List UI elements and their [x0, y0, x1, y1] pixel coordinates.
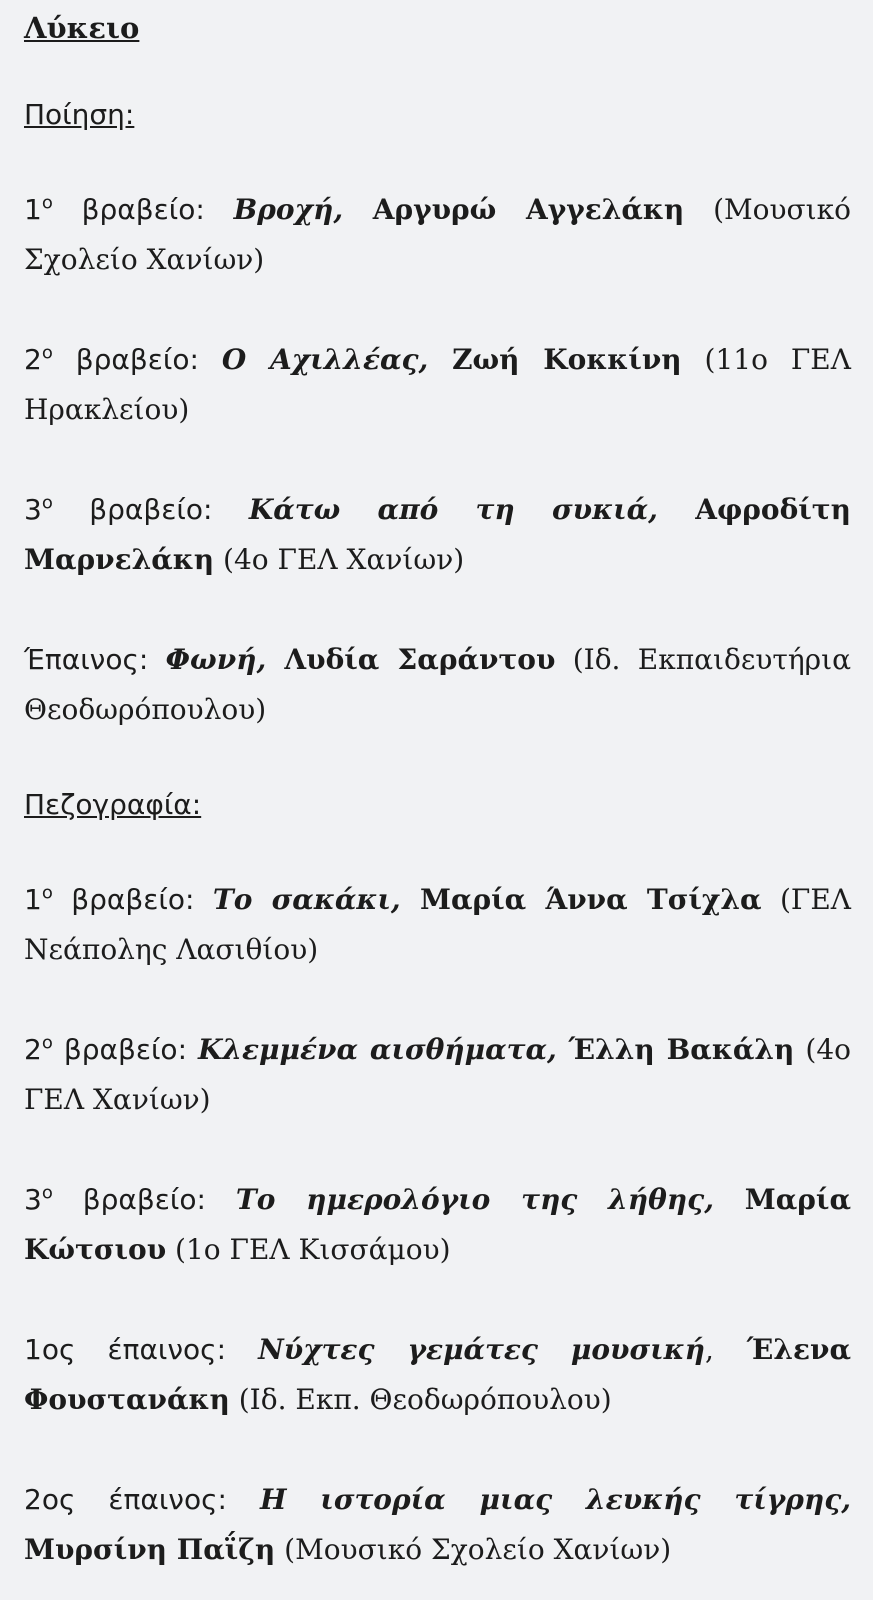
- work-title: Ο Αχιλλέας,: [221, 343, 429, 376]
- section-title-prose: Πεζογραφία:: [24, 788, 202, 821]
- award-entry: [24, 1025, 851, 1125]
- author-name: Μαρία Κώτσιου: [24, 1183, 852, 1266]
- work-title: Βροχή,: [233, 193, 344, 226]
- award-entry: [24, 185, 851, 285]
- award-label: $2^o$ βραβείο:: [24, 1032, 199, 1066]
- school-name: (4ο ΓΕΛ Χανίων): [214, 543, 465, 576]
- work-title: Νύχτες γεμάτες μουσική: [258, 1333, 705, 1366]
- award-label: $1^o$ βραβείο:: [24, 882, 213, 916]
- work-title: Κάτω από τη συκιά,: [248, 493, 658, 526]
- author-name: Αφροδίτη Μαρνελάκη: [24, 493, 851, 576]
- award-label: Έπαινος:: [24, 643, 149, 676]
- work-title: Το ημερολόγιο της λήθης,: [235, 1183, 714, 1216]
- school-name: (ΓΕΛ Νεάπολης Λασιθίου): [24, 883, 851, 966]
- award-label: $3^o$ βραβείο:: [24, 492, 249, 526]
- school-name: (4ο ΓΕΛ Χανίων): [24, 1033, 851, 1116]
- prose-section: [24, 785, 851, 1575]
- award-label: 1ος έπαινος:: [24, 1333, 227, 1366]
- award-label: $2^o$ βραβείο:: [24, 342, 222, 376]
- author-name: Έλλη Βακάλη: [556, 1033, 795, 1066]
- school-name: (Ιδ. Εκπ. Θεοδωρόπουλου): [229, 1383, 612, 1416]
- school-name: (11ο ΓΕΛ Ηρακλείου): [24, 343, 851, 426]
- award-entry: [24, 635, 851, 735]
- poetry-section: [24, 95, 851, 735]
- page-heading: Λύκειο: [24, 11, 140, 45]
- award-entry: [24, 1175, 851, 1275]
- award-label: 2ος έπαινος:: [24, 1483, 227, 1516]
- author-name: Μυρσίνη Παΐζη: [24, 1533, 276, 1566]
- award-label: $1^o$ βραβείο:: [24, 192, 234, 226]
- work-title: Κλεμμένα αισθήματα,: [198, 1033, 557, 1066]
- work-title: Το σακάκι,: [212, 883, 401, 916]
- award-entry: [24, 1325, 851, 1425]
- author-name: Έλενα Φουστανάκη: [24, 1333, 851, 1416]
- award-entry: [24, 335, 851, 435]
- author-name: Μαρία Άννα Τσίχλα: [400, 883, 762, 916]
- school-name: (Ιδ. Εκπαιδευτήρια Θεοδωρόπουλου): [24, 643, 851, 726]
- author-name: Λυδία Σαράντου: [266, 643, 556, 676]
- author-name: Ζωή Κοκκίνη: [428, 343, 682, 376]
- section-title-poetry: Ποίηση:: [24, 98, 135, 131]
- school-name: (Μουσικό Σχολείο Χανίων): [275, 1533, 672, 1566]
- author-name: Αργυρώ Αγγελάκη: [343, 193, 685, 226]
- award-entry: [24, 485, 851, 585]
- school-name: (Μουσικό Σχολείο Χανίων): [24, 193, 851, 276]
- work-suffix: ,: [705, 1333, 714, 1366]
- award-entry: [24, 875, 851, 975]
- school-name: (1ο ΓΕΛ Κισσάμου): [166, 1233, 451, 1266]
- work-title: Η ιστορία μιας λευκής τίγρης,: [259, 1483, 852, 1516]
- work-title: Φωνή,: [165, 643, 267, 676]
- award-label: $3^o$ βραβείο:: [24, 1182, 236, 1216]
- award-entry: [24, 1475, 851, 1575]
